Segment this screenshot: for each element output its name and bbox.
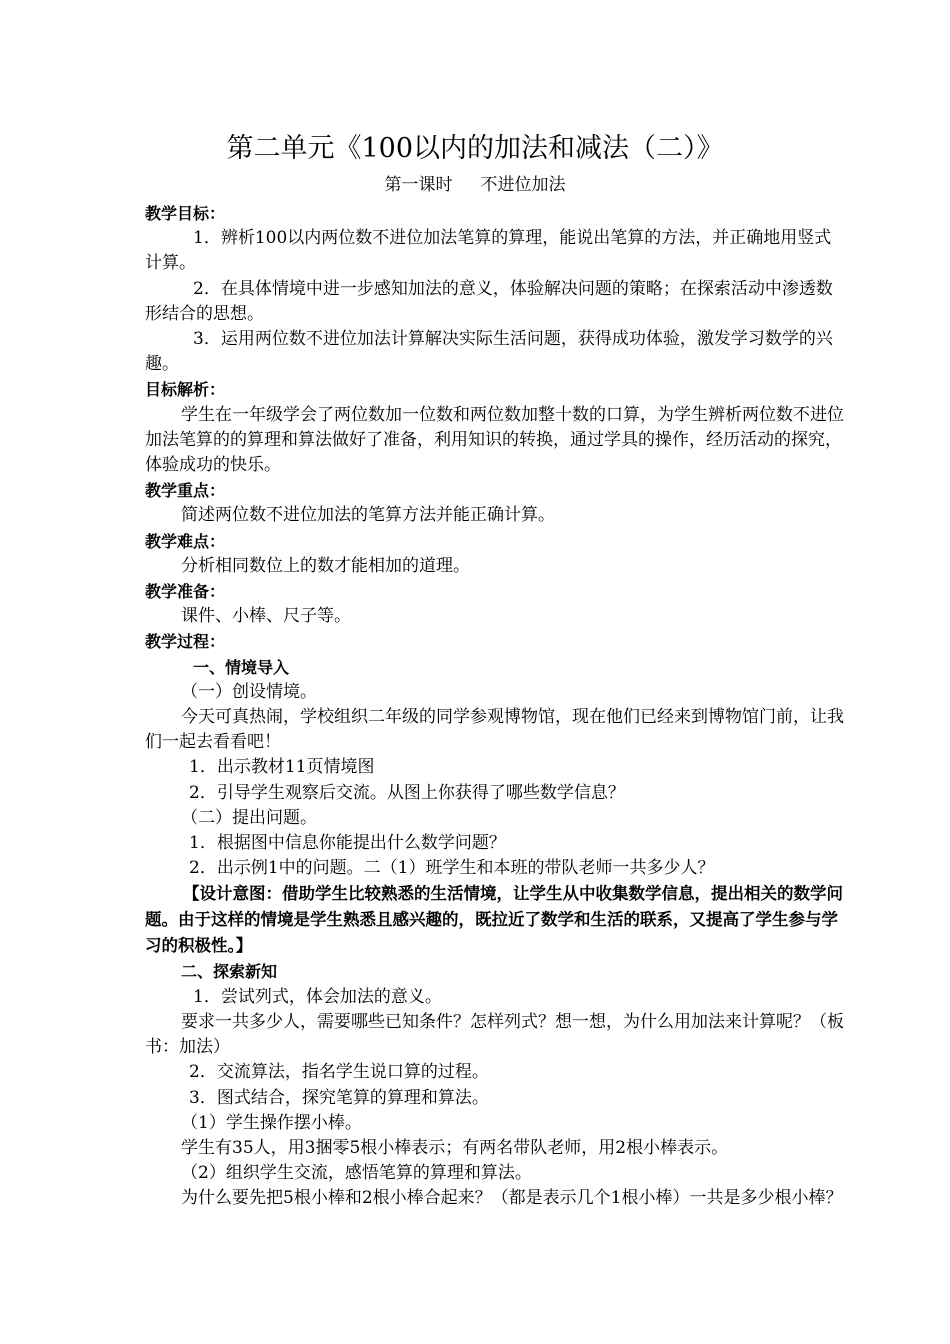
part1-q2: 2．出示例1中的问题。二（1）班学生和本班的带队老师一共多少人？ bbox=[189, 858, 715, 879]
part1-heading: 一、情境导入 bbox=[193, 657, 290, 677]
objective-item: 2．在具体情境中进一步感知加法的意义，体验解决问题的策略；在探索活动中渗透数形结合的思想。 bbox=[145, 278, 833, 324]
part1-sub2: （二）提出问题。 bbox=[181, 807, 317, 828]
part2-step1-text: 要求一共多少人，需要哪些已知条件？怎样列式？想一想，为什么用加法来计算呢？（板书：加法） bbox=[145, 1011, 844, 1058]
lesson-number: 第一课时 bbox=[384, 175, 453, 195]
process-heading: 教学过程： bbox=[145, 632, 226, 652]
objective-item: 1．辨析100以内两位数不进位加法笔算的算理，能说出笔算的方法，并正确地用竖式计算。 bbox=[145, 228, 832, 274]
part2-sub1: （1）学生操作摆小棒。 bbox=[181, 1112, 362, 1133]
difficulty-heading: 教学难点： bbox=[145, 531, 226, 551]
part1-intro: 今天可真热闹，学校组织二年级的同学参观博物馆，现在他们已经来到博物馆门前，让我们一起去看看吧！ bbox=[145, 707, 844, 753]
lesson-topic: 不进位加法 bbox=[480, 175, 566, 195]
prep-heading: 教学准备： bbox=[145, 582, 226, 602]
page-title: 第二单元《100以内的加法和减法（二）》 bbox=[226, 133, 724, 164]
part1-step2: 2．引导学生观察后交流。从图上你获得了哪些数学信息？ bbox=[189, 782, 625, 803]
part2-sub2: （2）组织学生交流，感悟笔算的算理和算法。 bbox=[181, 1163, 532, 1184]
document-body bbox=[145, 201, 845, 1212]
part1-sub1: （一）创设情境。 bbox=[181, 681, 317, 702]
part2-sub2-text: 为什么要先把5根小棒和2根小棒合起来？（都是表示几个1根小棒）一共是多少根小棒？ bbox=[181, 1188, 843, 1209]
analysis-text: 学生在一年级学会了两位数加一位数和两位数加整十数的口算，为学生辨析两位数不进位加法笔算的的算理和算法做好了准备，利用知识的转换，通过学具的操作，经历活动的探究，体验成功的快乐。 bbox=[145, 404, 844, 476]
part2-sub1-text: 学生有35人，用3捆零5根小棒表示；有两名带队老师，用2根小棒表示。 bbox=[181, 1137, 729, 1158]
part1-step1: 1．出示教材11页情境图 bbox=[189, 757, 375, 778]
part1-q1: 1．根据图中信息你能提出什么数学问题？ bbox=[189, 833, 506, 854]
part2-step3: 3．图式结合，探究笔算的算理和算法。 bbox=[189, 1087, 489, 1108]
design-note: 【设计意图：借助学生比较熟悉的生活情境，让学生从中收集数学信息，提出相关的数学问题。由于这样的情境是学生熟悉且感兴趣的，既拉近了数学和生活的联系，又提高了学生参与学习的积极性。】 bbox=[145, 884, 843, 956]
part2-step2: 2．交流算法，指名学生说口算的过程。 bbox=[189, 1062, 489, 1083]
objectives-heading: 教学目标： bbox=[145, 204, 226, 223]
key-heading: 教学重点： bbox=[145, 481, 226, 501]
part2-heading: 二、探索新知 bbox=[181, 962, 278, 982]
analysis-heading: 目标解析： bbox=[145, 380, 226, 400]
difficulty-text: 分析相同数位上的数才能相加的道理。 bbox=[181, 555, 470, 576]
objective-item: 3．运用两位数不进位加法计算解决实际生活问题，获得成功体验，激发学习数学的兴趣。 bbox=[145, 329, 833, 375]
lesson-subtitle bbox=[0, 173, 950, 197]
prep-text: 课件、小棒、尺子等。 bbox=[181, 606, 351, 627]
part2-step1: 1．尝试列式，体会加法的意义。 bbox=[193, 986, 442, 1007]
key-text: 简述两位数不进位加法的笔算方法并能正确计算。 bbox=[181, 505, 555, 526]
